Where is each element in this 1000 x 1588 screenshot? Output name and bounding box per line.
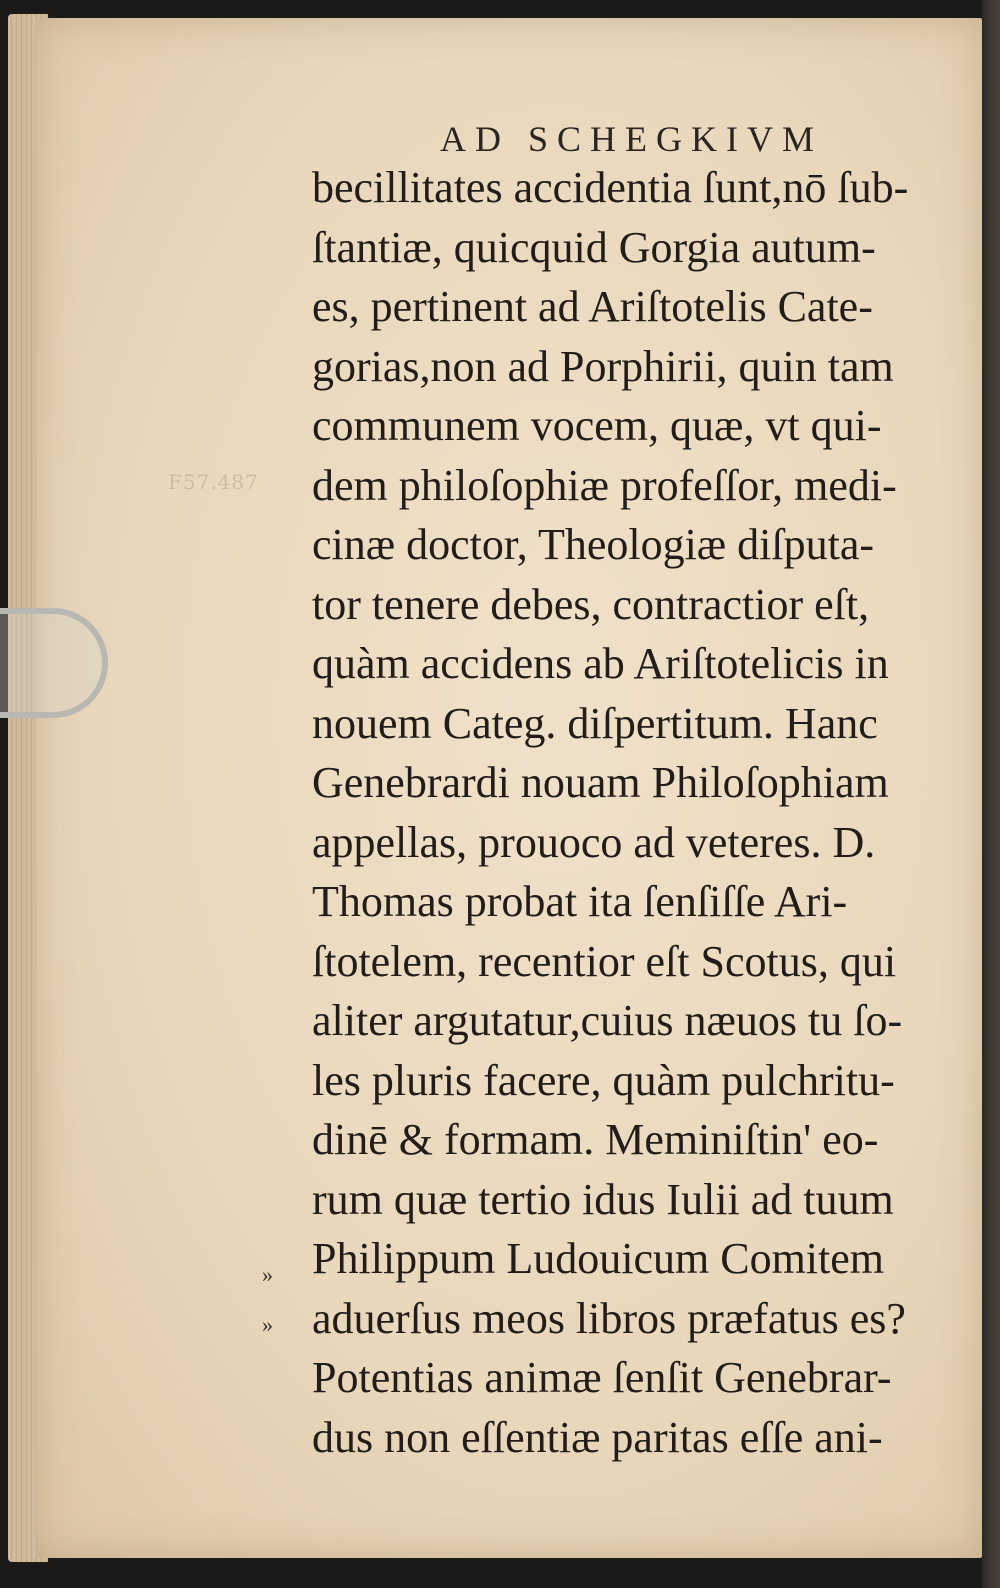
paper-clip-icon bbox=[0, 608, 108, 718]
text-line: appellas, prouoco ad veteres. D. bbox=[312, 817, 876, 867]
text-line: dem philoſophiæ profeſſor, medi- bbox=[312, 460, 897, 510]
binding-edge bbox=[982, 0, 1000, 1588]
running-head: AD SCHEGKIVM bbox=[440, 119, 824, 159]
text-line: les pluris facere, quàm pulchritu- bbox=[312, 1055, 895, 1105]
text-line: becillitates accidentia ſunt,nō ſub- bbox=[312, 163, 909, 212]
text-line: Potentias animæ ſenſit Genebrar- bbox=[312, 1353, 892, 1402]
text-line: aliter argutatur,cuius næuos tu ſo- bbox=[312, 996, 903, 1045]
text-line: rum quæ tertio idus Iulii ad tuum bbox=[312, 1174, 894, 1224]
text-line: quàm accidens ab Ariſtotelicis in bbox=[312, 639, 889, 688]
text-line: nouem Categ. diſpertitum. Hanc bbox=[312, 698, 878, 748]
body-text bbox=[312, 158, 952, 1467]
inventory-pencil-note: F57.487 bbox=[168, 470, 259, 494]
text-line: ſtotelem, recentior eſt Scotus, qui bbox=[312, 936, 897, 986]
text-line: dinē & formam. Meminiſtin' eo- bbox=[312, 1115, 879, 1164]
text-line: aduerſus meos libros præfatus es? bbox=[312, 1293, 906, 1343]
text-line: tor tenere debes, contractior eſt, bbox=[312, 579, 870, 629]
text-line: Philippum Ludouicum Comitem bbox=[312, 1234, 884, 1283]
text-line: cinæ doctor, Theologiæ diſputa- bbox=[312, 520, 875, 569]
text-line: Genebrardi nouam Philoſophiam bbox=[312, 758, 889, 807]
text-line: gorias,non ad Porphirii, quin tam bbox=[312, 341, 894, 391]
margin-quote-mark: » bbox=[262, 1262, 273, 1287]
margin-quote-mark: » bbox=[262, 1312, 273, 1337]
text-line: communem vocem, quæ, vt qui- bbox=[312, 401, 882, 450]
text-line: dus non eſſentiæ paritas eſſe ani- bbox=[312, 1412, 883, 1462]
text-line: es, pertinent ad Ariſtotelis Cate- bbox=[312, 282, 873, 331]
text-line: Thomas probat ita ſenſiſſe Ari- bbox=[312, 877, 848, 926]
text-line: ſtantiæ, quicquid Gorgia autum- bbox=[312, 222, 876, 272]
